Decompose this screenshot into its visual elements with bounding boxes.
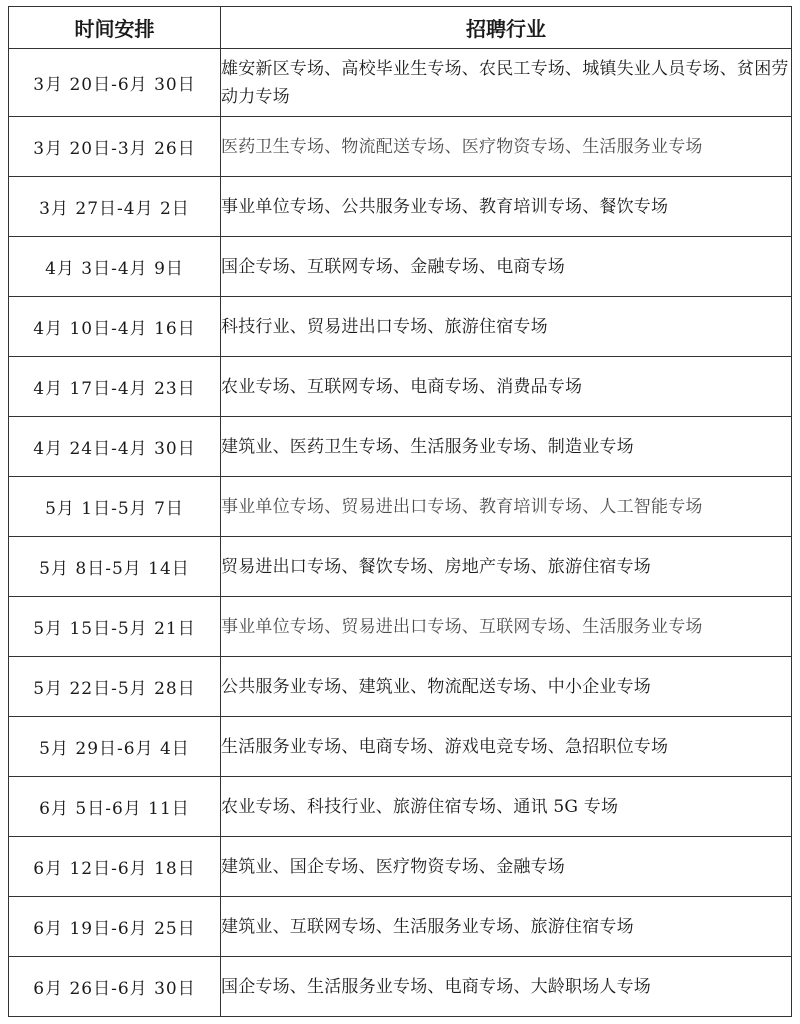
row-date: 6月 19日-6月 25日 <box>9 897 221 957</box>
table-row <box>9 357 792 417</box>
row-date: 4月 10日-4月 16日 <box>9 297 221 357</box>
row-date: 5月 29日-6月 4日 <box>9 717 221 777</box>
table-row <box>9 777 792 837</box>
row-industry: 事业单位专场、公共服务业专场、教育培训专场、餐饮专场 <box>221 177 792 237</box>
row-industry: 农业专场、科技行业、旅游住宿专场、通讯 5G 专场 <box>221 777 792 837</box>
row-industry: 国企专场、生活服务业专场、电商专场、大龄职场人专场 <box>221 957 792 1017</box>
row-date: 3月 20日-6月 30日 <box>9 49 221 117</box>
table-row <box>9 477 792 537</box>
row-industry: 公共服务业专场、建筑业、物流配送专场、中小企业专场 <box>221 657 792 717</box>
table-row <box>9 837 792 897</box>
row-date: 4月 17日-4月 23日 <box>9 357 221 417</box>
table-row <box>9 597 792 657</box>
table-row <box>9 417 792 477</box>
header-industry: 招聘行业 <box>221 7 792 49</box>
row-industry: 农业专场、互联网专场、电商专场、消费品专场 <box>221 357 792 417</box>
row-date: 5月 22日-5月 28日 <box>9 657 221 717</box>
table-row <box>9 717 792 777</box>
recruitment-schedule-table <box>8 6 792 1017</box>
row-date: 6月 12日-6月 18日 <box>9 837 221 897</box>
row-industry: 建筑业、互联网专场、生活服务业专场、旅游住宿专场 <box>221 897 792 957</box>
row-date: 4月 24日-4月 30日 <box>9 417 221 477</box>
row-industry: 科技行业、贸易进出口专场、旅游住宿专场 <box>221 297 792 357</box>
table-row <box>9 237 792 297</box>
row-industry: 事业单位专场、贸易进出口专场、教育培训专场、人工智能专场 <box>221 477 792 537</box>
row-industry: 雄安新区专场、高校毕业生专场、农民工专场、城镇失业人员专场、贫困劳动力专场 <box>221 49 792 117</box>
table-row <box>9 957 792 1017</box>
row-industry: 生活服务业专场、电商专场、游戏电竞专场、急招职位专场 <box>221 717 792 777</box>
table-row <box>9 177 792 237</box>
table-row <box>9 657 792 717</box>
row-date: 5月 1日-5月 7日 <box>9 477 221 537</box>
row-date: 3月 27日-4月 2日 <box>9 177 221 237</box>
table-header-row <box>9 7 792 49</box>
row-date: 4月 3日-4月 9日 <box>9 237 221 297</box>
row-industry: 建筑业、医药卫生专场、生活服务业专场、制造业专场 <box>221 417 792 477</box>
row-date: 5月 8日-5月 14日 <box>9 537 221 597</box>
table-row <box>9 49 792 117</box>
table-row <box>9 537 792 597</box>
row-industry: 医药卫生专场、物流配送专场、医疗物资专场、生活服务业专场 <box>221 117 792 177</box>
table-row <box>9 897 792 957</box>
row-date: 6月 5日-6月 11日 <box>9 777 221 837</box>
row-industry: 贸易进出口专场、餐饮专场、房地产专场、旅游住宿专场 <box>221 537 792 597</box>
header-time: 时间安排 <box>9 7 221 49</box>
table-row <box>9 297 792 357</box>
row-industry: 国企专场、互联网专场、金融专场、电商专场 <box>221 237 792 297</box>
row-date: 6月 26日-6月 30日 <box>9 957 221 1017</box>
row-industry: 建筑业、国企专场、医疗物资专场、金融专场 <box>221 837 792 897</box>
row-date: 5月 15日-5月 21日 <box>9 597 221 657</box>
row-industry: 事业单位专场、贸易进出口专场、互联网专场、生活服务业专场 <box>221 597 792 657</box>
schedule-table-wrapper <box>8 6 791 1017</box>
table-row <box>9 117 792 177</box>
row-date: 3月 20日-3月 26日 <box>9 117 221 177</box>
